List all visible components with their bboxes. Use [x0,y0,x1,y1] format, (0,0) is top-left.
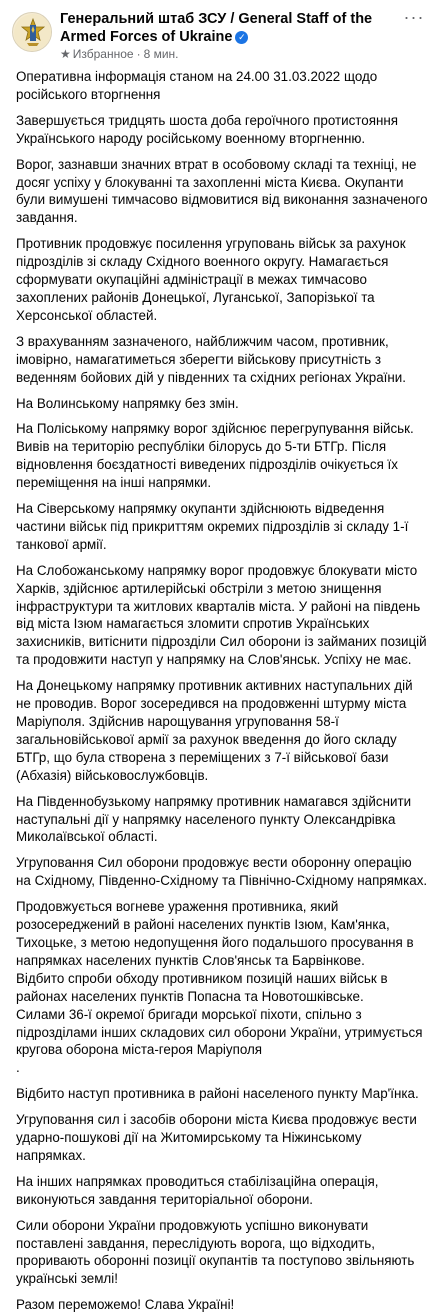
post-paragraph: Оперативна інформація станом на 24.00 31.03.2022 щодо російського вторгнення [16,69,378,102]
page-name-link[interactable] [60,10,390,46]
post-paragraph: Угруповання Сил оборони продовжує вести оборонну операцію на Східному, Південно-Східному та Північно-Східному напрямках. [16,855,428,889]
post-text [0,68,442,1314]
emblem-icon [13,13,52,52]
post-header [0,0,442,68]
post-paragraph: Ворог, зазнавши значних втрат в особовому складі та техніці, не досяг успіху у блокуванні та захопленні міста Києва. Окупанти були вимушені тимчасово відмовитися від виконання зазначеного завдання. [16,156,428,226]
post-paragraph: Сили оборони України продовжують успішно виконувати поставлені завдання, переслідують ворога, що відходить, проривають оборонні позиції окупантів та поступово звільняють українські землі! [16,1217,415,1287]
more-horizontal-icon[interactable]: ··· [403,7,425,27]
page-name: Генеральний штаб ЗСУ / General Staff of the Armed Forces of Ukraine [60,11,373,45]
audience-label: Избранное [72,47,134,61]
post-paragraph: Угруповання сил і засобів оборони міста Києва продовжує вести ударно-пошукові дії на Житомирському та Ніжинському напрямках. [16,1112,417,1163]
post-paragraph: На Слобожанському напрямку ворог продовжує блокувати місто Харків, здійснює артилерійські обстріли з метою знищення інфраструктури та житлових кварталів міста. У районі на південь від міста Ізюм намагається зломити спротив Українських захисників, витіснити підрозділи Сил оборони із займаних позицій та продовжити наступ у напрямку на Слов'янськ. Успіху не має. [16,562,427,668]
separator-dot: · [136,47,141,61]
post-paragraph: На Поліському напрямку ворог здійснює перегрупування військ. Вивів на територію республіки білорусь до 5-ти БТГр. Після відновлення боєздатності виведених підрозділів очікується їх переміщення на інші напрямки. [16,421,414,491]
verified-badge-icon: ✓ [235,31,248,44]
post-paragraph: Завершується тридцять шоста доба героїчного протистояння Українського народу російському военному вторгненню. [16,112,398,146]
post-paragraph: На Південнобузькому напрямку противник намагався здійснити наступальні дії у напрямку населеного пункту Олександрівка Миколаївської області. [16,793,412,845]
star-icon: ★ [60,47,71,61]
post-paragraph: На Донецькому напрямку противник активних наступальних дій не проводив. Ворог зосередився на продовженні штурму міста Маріуполя. Здійснив нарощування угруповання 58-ї загальновійськової армії за рахунок введення до його складу БТГр, що була створена з переміщених з 7-ї військової бази (Абхазія) військовослужбовців. [16,678,413,783]
post-paragraph: Противник продовжує посилення угруповань військ за рахунок підрозділів зі складу Східного военного округу. Намагається сформувати окупаційні адміністрації в межах тимчасово захоплених районів Донецької, Луганської, Запорізької та Херсонської областей. [16,236,406,323]
post-meta [60,47,179,61]
post-paragraph: На Волинському напрямку без змін. [16,395,239,411]
post-paragraph: На інших напрямках проводиться стабілізаційна операція, виконуються завдання територіальної оборони. [16,1173,379,1207]
post-paragraph: Разом переможемо! Слава Україні! [16,1297,235,1313]
post-paragraph: Відбито наступ противника в районі населеного пункту Мар'їнка. [16,1086,419,1102]
post-paragraph: На Сіверському напрямку окупанти здійснюють відведення частини військ під прикриттям окремих підрозділів зі складу 1-ї танкової армії. [16,501,409,552]
post-time[interactable]: 8 мин. [143,47,179,61]
post-paragraph: З врахуванням зазначеного, найближчим часом, противник, імовірно, намагатиметься зберегти військову присутність з веденням бойових дій у південних та східних регіонах України. [16,333,406,385]
page-avatar[interactable] [12,12,52,52]
post-paragraph: Продовжується вогневе ураження противника, який розосереджений в районі населених пунктів Ізюм, Кам'янка, Тихоцьке, з метою недопущення його подальшого просування в напрямках населених пунктів Слов'янськ та Барвінкове. Відбито спроби обходу противником позицій наших військ в районах населених пунктів Попасна та Новотошківське. Силами 36-ї окремої бригади морської піхоти, спільно з підрозділами інших складових сил оборони України, утримується кругова оборона міста-героя Маріуполя . [16,899,423,1076]
